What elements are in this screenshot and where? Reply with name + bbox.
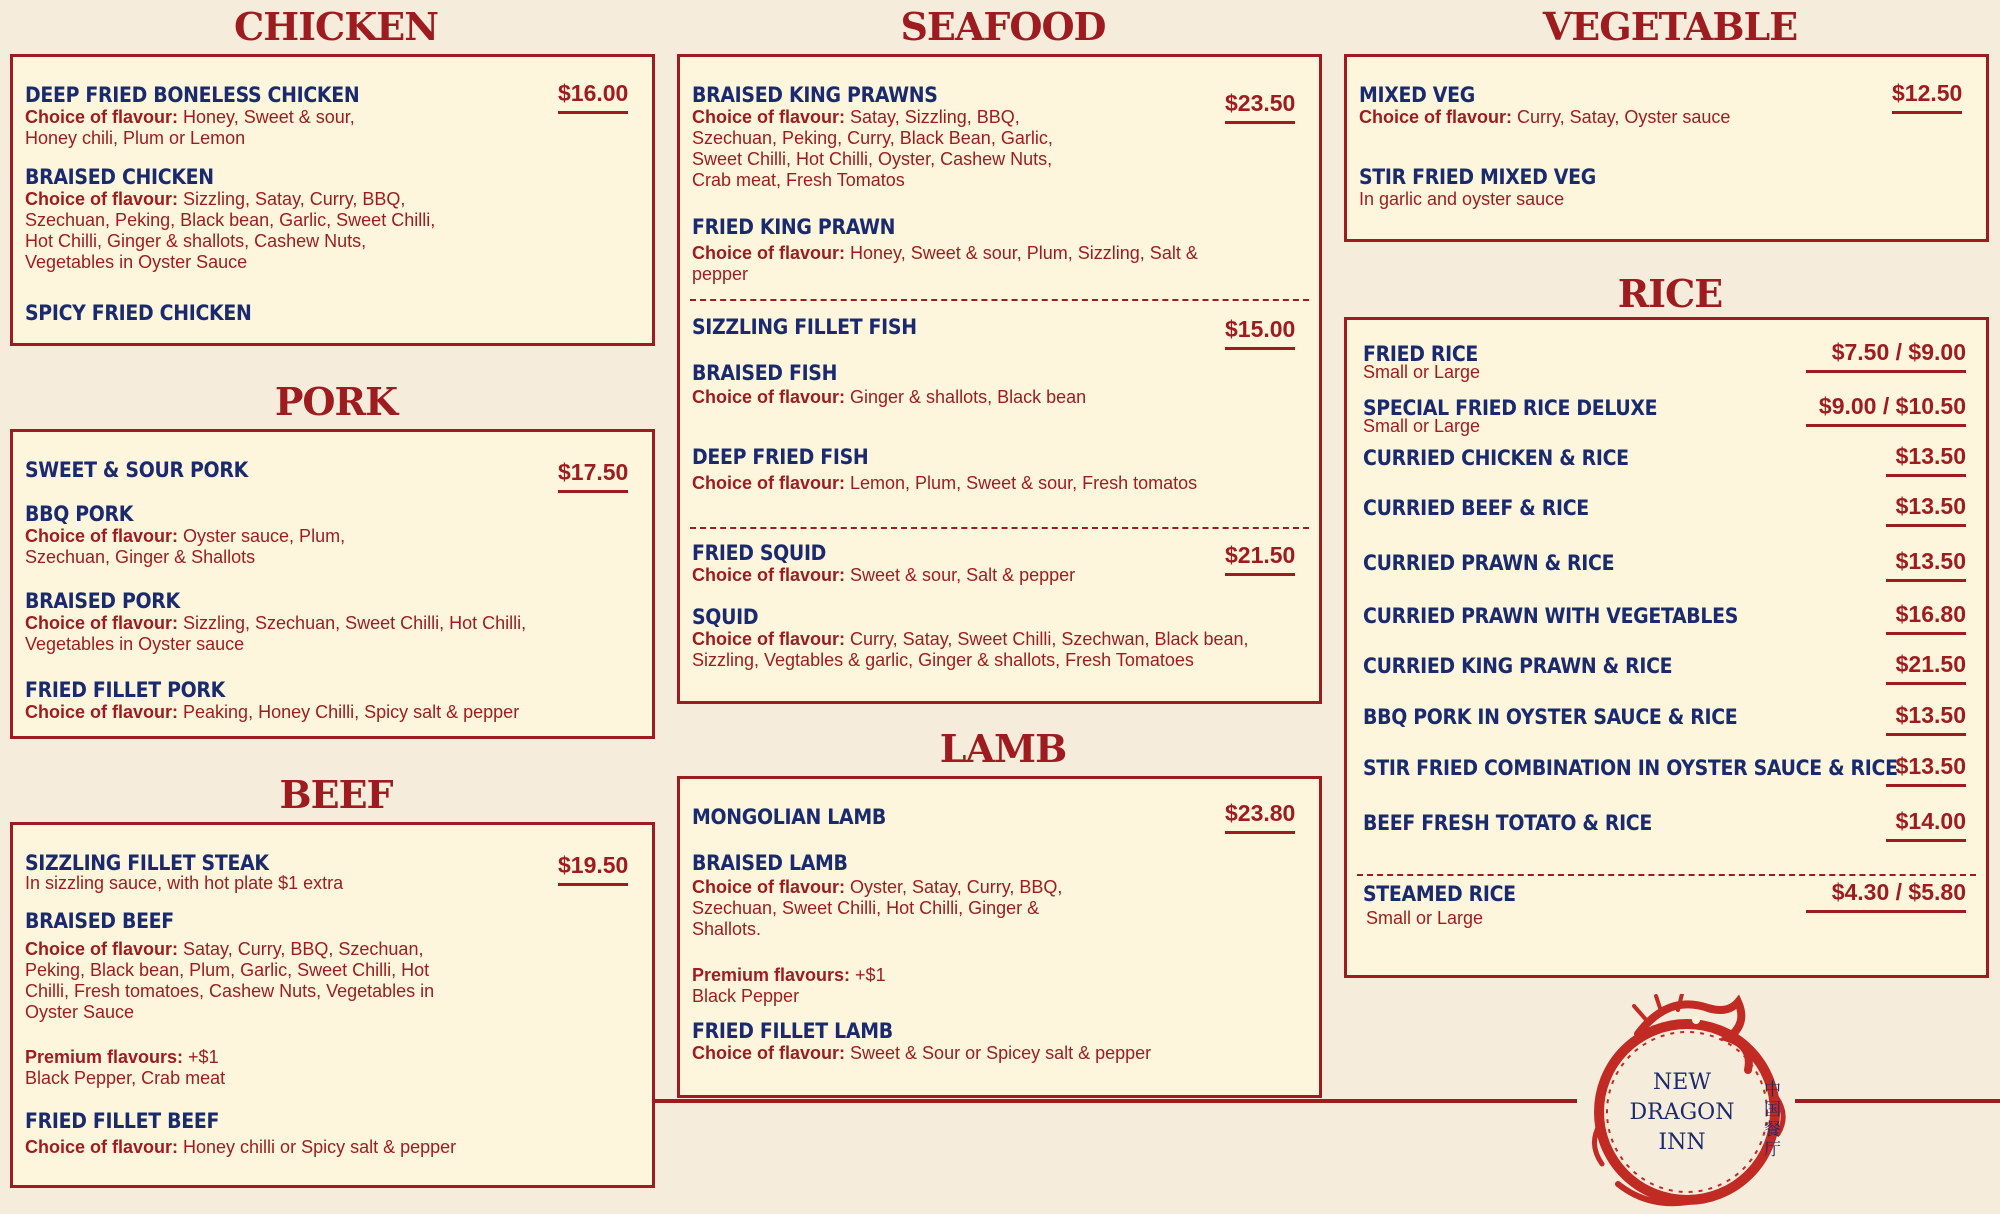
price: $9.00 / $10.50 bbox=[1806, 392, 1966, 427]
price: $4.30 / $5.80 bbox=[1806, 878, 1966, 913]
menu-item bbox=[25, 1109, 640, 1158]
seafood-panel bbox=[677, 54, 1322, 704]
dashed-divider bbox=[690, 527, 1309, 529]
flavour-label: Choice of flavour: bbox=[692, 107, 846, 127]
item-desc: In sizzling sauce, with hot plate $1 extra bbox=[25, 873, 344, 893]
item-desc bbox=[692, 107, 1072, 191]
item-desc bbox=[25, 107, 385, 149]
rice-item bbox=[1363, 393, 1974, 436]
item-desc bbox=[692, 629, 1252, 671]
item-name: BBQ PORK IN OYSTER SAUCE & RICE bbox=[1363, 705, 1738, 729]
flavour-label: Choice of flavour: bbox=[25, 939, 179, 959]
chicken-panel bbox=[10, 54, 655, 346]
rice-item bbox=[1363, 702, 1974, 729]
rice-item bbox=[1363, 753, 1974, 780]
beef-panel bbox=[10, 822, 655, 1188]
price: $21.50 bbox=[1886, 650, 1966, 685]
flavour-label: Choice of flavour: bbox=[692, 243, 846, 263]
item-name: BRAISED KING PRAWNS bbox=[692, 83, 938, 107]
rice-title: RICE bbox=[1617, 271, 1723, 316]
item-name: SWEET & SOUR PORK bbox=[25, 458, 248, 482]
item-name: FRIED RICE bbox=[1363, 342, 1479, 366]
menu-item bbox=[692, 361, 1307, 408]
price: $13.50 bbox=[1886, 492, 1966, 527]
lamb-panel bbox=[677, 776, 1322, 1098]
menu-item bbox=[692, 805, 1307, 829]
item-name: FRIED KING PRAWN bbox=[692, 215, 896, 239]
item-desc bbox=[692, 473, 1307, 494]
flavour-label: Choice of flavour: bbox=[692, 565, 846, 585]
beef-title: BEEF bbox=[279, 772, 393, 817]
price: $23.80 bbox=[1225, 799, 1295, 834]
item-desc bbox=[1359, 107, 1974, 128]
item-name: SPECIAL FRIED RICE DELUXE bbox=[1363, 396, 1658, 420]
menu-item bbox=[25, 851, 640, 891]
item-name: STEAMED RICE bbox=[1363, 882, 1516, 906]
menu-item bbox=[692, 215, 1307, 285]
menu-item bbox=[692, 315, 1307, 339]
item-desc: In garlic and oyster sauce bbox=[1359, 189, 1565, 209]
item-name: BRAISED CHICKEN bbox=[25, 165, 214, 189]
item-name: BBQ PORK bbox=[25, 502, 134, 526]
vegetable-panel bbox=[1344, 54, 1989, 242]
item-size: Small or Large bbox=[1363, 416, 1481, 436]
item-desc bbox=[25, 189, 445, 273]
flavour-label: Choice of flavour: bbox=[692, 473, 846, 493]
flavour-list: Satay, Curry, BBQ, Szechuan, Peking, Black bean, Plum, Garlic, Sweet Chilli, Hot Chilli, Fresh tomatoes, Cashew Nuts, Vegetables in Oyster Sauce bbox=[25, 939, 435, 1022]
dashed-divider bbox=[690, 299, 1309, 301]
item-name: STIR FRIED COMBINATION IN OYSTER SAUCE & RICE bbox=[1363, 756, 1898, 780]
item-desc bbox=[692, 1043, 1307, 1064]
flavour-list: Curry, Satay, Oyster sauce bbox=[1512, 107, 1731, 127]
price: $14.00 bbox=[1886, 807, 1966, 842]
dashed-divider bbox=[1357, 874, 1976, 876]
item-name: SPICY FRIED CHICKEN bbox=[25, 301, 252, 325]
item-name: SIZZLING FILLET FISH bbox=[692, 315, 917, 339]
price: $13.50 bbox=[1886, 701, 1966, 736]
price: $13.50 bbox=[1886, 547, 1966, 582]
premium-extra: +$1 bbox=[850, 965, 886, 985]
item-desc bbox=[25, 939, 445, 1023]
premium-list: Black Pepper bbox=[692, 986, 800, 1006]
premium-label: Premium flavours: bbox=[692, 965, 851, 985]
flavour-list: Honey, Sweet & sour, Honey chili, Plum or Lemon bbox=[25, 107, 355, 148]
item-desc bbox=[692, 243, 1212, 285]
price: $16.80 bbox=[1886, 600, 1966, 635]
menu-item bbox=[692, 445, 1307, 494]
flavour-list: Curry, Satay, Sweet Chilli, Szechwan, Black bean, Sizzling, Vegtables & garlic, Ginger & shallots, Fresh Tomatoes bbox=[692, 629, 1249, 670]
restaurant-logo bbox=[1578, 994, 1796, 1212]
flavour-list: Lemon, Plum, Sweet & sour, Fresh tomatos bbox=[845, 473, 1198, 493]
rice-panel bbox=[1344, 317, 1989, 978]
price: $13.50 bbox=[1886, 752, 1966, 787]
item-name: SQUID bbox=[692, 605, 759, 629]
premium-label: Premium flavours: bbox=[25, 1047, 184, 1067]
item-name: BRAISED BEEF bbox=[25, 909, 174, 933]
rice-item bbox=[1363, 651, 1974, 678]
menu-item bbox=[25, 589, 640, 655]
price: $15.00 bbox=[1225, 315, 1295, 350]
premium-list: Black Pepper, Crab meat bbox=[25, 1068, 226, 1088]
price: $12.50 bbox=[1892, 79, 1962, 114]
flavour-label: Choice of flavour: bbox=[692, 877, 846, 897]
rice-item bbox=[1363, 493, 1974, 520]
logo-line-new: NEW bbox=[1653, 1070, 1711, 1095]
item-desc bbox=[25, 1137, 640, 1158]
item-name: DEEP FRIED BONELESS CHICKEN bbox=[25, 83, 360, 107]
item-name: BRAISED PORK bbox=[25, 589, 180, 613]
item-desc bbox=[25, 1047, 640, 1068]
flavour-list: Honey, Sweet & sour, Plum, Sizzling, Salt & pepper bbox=[692, 243, 1198, 284]
logo-line-inn: INN bbox=[1658, 1130, 1706, 1155]
item-name: FRIED FILLET LAMB bbox=[692, 1019, 893, 1043]
menu-item bbox=[25, 502, 640, 568]
pork-title: PORK bbox=[274, 379, 398, 424]
flavour-list: Oyster sauce, Plum, Szechuan, Ginger & Shallots bbox=[25, 526, 346, 567]
flavour-label: Choice of flavour: bbox=[25, 107, 179, 127]
menu-item bbox=[1359, 83, 1974, 128]
bottom-divider-right bbox=[1795, 1099, 2000, 1103]
flavour-list: Sizzling, Szechuan, Sweet Chilli, Hot Chilli, Vegetables in Oyster sauce bbox=[25, 613, 527, 654]
price: $7.50 / $9.00 bbox=[1806, 338, 1966, 373]
menu-item bbox=[25, 678, 640, 723]
item-desc bbox=[25, 613, 555, 655]
rice-item bbox=[1363, 808, 1974, 835]
item-desc bbox=[692, 965, 1307, 986]
menu-item bbox=[25, 458, 640, 482]
flavour-label: Choice of flavour: bbox=[692, 1043, 846, 1063]
rice-item bbox=[1363, 443, 1974, 470]
rice-item bbox=[1363, 339, 1974, 382]
bottom-divider-left bbox=[655, 1099, 1577, 1103]
item-size: Small or Large bbox=[1366, 908, 1484, 928]
flavour-label: Choice of flavour: bbox=[692, 629, 846, 649]
flavour-list: Sweet & Sour or Spicey salt & pepper bbox=[845, 1043, 1152, 1063]
premium-flavours bbox=[692, 965, 1307, 1007]
flavour-label: Choice of flavour: bbox=[25, 189, 179, 209]
price: $16.00 bbox=[558, 79, 628, 114]
flavour-label: Choice of flavour: bbox=[25, 702, 179, 722]
item-desc bbox=[692, 565, 1307, 586]
item-name: STIR FRIED MIXED VEG bbox=[1359, 165, 1596, 189]
seafood-title: SEAFOOD bbox=[900, 4, 1106, 49]
flavour-list: Honey chilli or Spicy salt & pepper bbox=[178, 1137, 457, 1157]
item-name: BRAISED LAMB bbox=[692, 851, 848, 875]
menu-item bbox=[692, 851, 1307, 940]
flavour-list: Satay, Sizzling, BBQ, Szechuan, Peking, Curry, Black Bean, Garlic, Sweet Chilli, Hot Chilli, Oyster, Cashew Nuts, Crab meat, Fresh Tomatos bbox=[692, 107, 1053, 190]
item-name: BRAISED FISH bbox=[692, 361, 838, 385]
flavour-list: Sizzling, Satay, Curry, BBQ, Szechuan, Peking, Black bean, Garlic, Sweet Chilli, Hot Chilli, Ginger & shallots, Cashew Nuts, Vegetables in Oyster Sauce bbox=[25, 189, 436, 272]
item-name: BEEF FRESH TOTATO & RICE bbox=[1363, 811, 1652, 835]
price: $23.50 bbox=[1225, 89, 1295, 124]
menu-item bbox=[25, 83, 640, 149]
item-name: FRIED FILLET BEEF bbox=[25, 1109, 220, 1133]
item-desc bbox=[692, 387, 1307, 408]
flavour-label: Choice of flavour: bbox=[25, 1137, 179, 1157]
price: $13.50 bbox=[1886, 442, 1966, 477]
rice-item bbox=[1363, 601, 1974, 628]
flavour-list: Oyster, Satay, Curry, BBQ, Szechuan, Sweet Chilli, Hot Chilli, Ginger & Shallots. bbox=[692, 877, 1063, 939]
item-name: CURRIED PRAWN & RICE bbox=[1363, 551, 1615, 575]
premium-extra: +$1 bbox=[183, 1047, 219, 1067]
flavour-label: Choice of flavour: bbox=[25, 526, 179, 546]
vegetable-title: VEGETABLE bbox=[1542, 4, 1798, 49]
item-name: CURRIED PRAWN WITH VEGETABLES bbox=[1363, 604, 1739, 628]
premium-flavours bbox=[25, 1047, 640, 1089]
item-name: CURRIED BEEF & RICE bbox=[1363, 496, 1589, 520]
flavour-list: Ginger & shallots, Black bean bbox=[845, 387, 1087, 407]
rice-item bbox=[1363, 548, 1974, 575]
item-desc bbox=[692, 877, 1072, 940]
lamb-title: LAMB bbox=[939, 726, 1067, 771]
item-name: FRIED FILLET PORK bbox=[25, 678, 226, 702]
flavour-label: Choice of flavour: bbox=[25, 613, 179, 633]
menu-item bbox=[692, 605, 1307, 671]
price: $19.50 bbox=[558, 851, 628, 886]
item-name: MONGOLIAN LAMB bbox=[692, 805, 886, 829]
menu-item bbox=[25, 165, 640, 273]
menu-item bbox=[25, 301, 640, 325]
item-name: MIXED VEG bbox=[1359, 83, 1475, 107]
item-size: Small or Large bbox=[1363, 362, 1481, 382]
chicken-title: CHICKEN bbox=[234, 4, 438, 49]
item-desc bbox=[25, 702, 640, 723]
menu-item bbox=[692, 83, 1307, 191]
flavour-list: Peaking, Honey Chilli, Spicy salt & pepper bbox=[178, 702, 520, 722]
flavour-list: Sweet & sour, Salt & pepper bbox=[845, 565, 1076, 585]
item-desc bbox=[25, 526, 365, 568]
menu-item bbox=[692, 541, 1307, 586]
item-name: DEEP FRIED FISH bbox=[692, 445, 869, 469]
menu-item bbox=[692, 1019, 1307, 1064]
flavour-label: Choice of flavour: bbox=[1359, 107, 1513, 127]
flavour-label: Choice of flavour: bbox=[692, 387, 846, 407]
pork-panel bbox=[10, 429, 655, 739]
item-name: FRIED SQUID bbox=[692, 541, 827, 565]
item-name: CURRIED CHICKEN & RICE bbox=[1363, 446, 1629, 470]
item-name: CURRIED KING PRAWN & RICE bbox=[1363, 654, 1673, 678]
price: $21.50 bbox=[1225, 541, 1295, 576]
item-name: SIZZLING FILLET STEAK bbox=[25, 851, 269, 875]
logo-line-dragon: DRAGON bbox=[1629, 1100, 1735, 1125]
rice-item bbox=[1363, 879, 1974, 928]
price: $17.50 bbox=[558, 458, 628, 493]
logo-chinese-text: 中国餐厅 bbox=[1764, 1080, 1781, 1160]
menu-item bbox=[25, 909, 640, 1023]
menu-item bbox=[1359, 165, 1974, 210]
